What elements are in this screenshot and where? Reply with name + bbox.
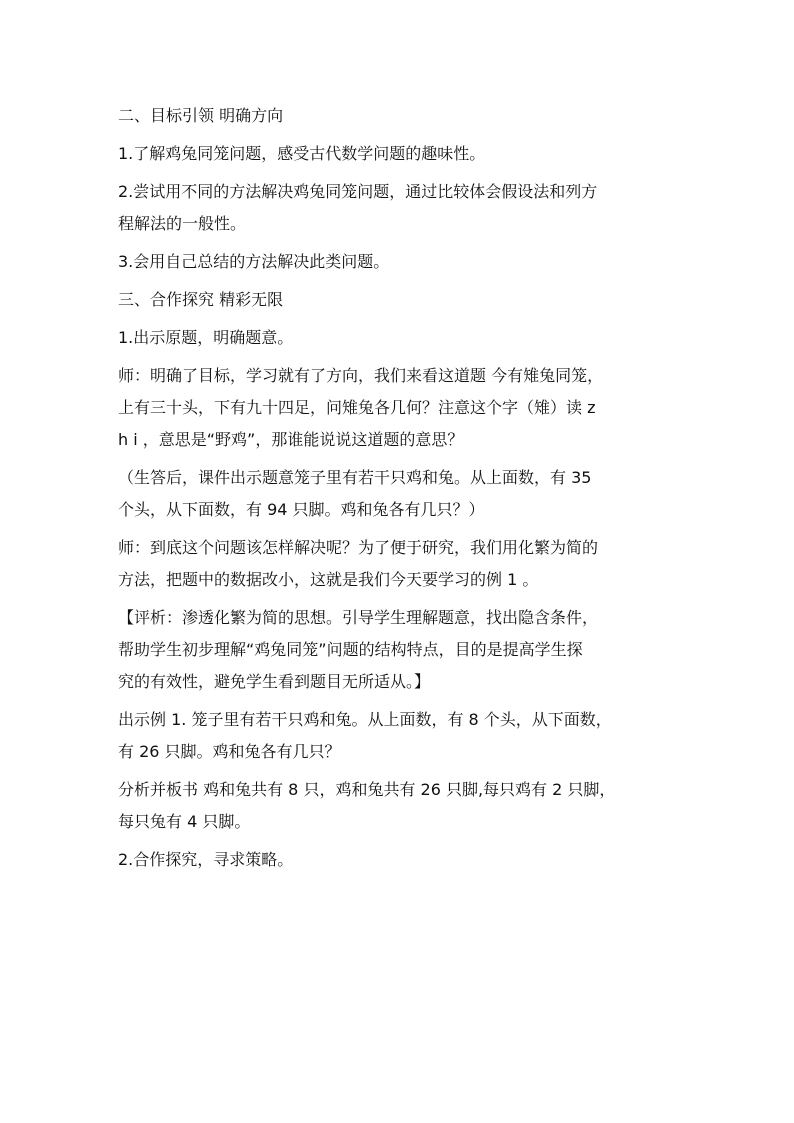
review-comment-paragraph — [118, 602, 678, 698]
teacher-paragraph-2-line-1: 师：到底这个问题该怎样解决呢？为了便于研究，我们用化繁为简的 — [118, 538, 599, 557]
teacher-paragraph-1-line-1: 师：明确了目标，学习就有了方向，我们来看这道题 今有雉兔同笼， — [118, 366, 604, 385]
teacher-paragraph-1-line-2: 上有三十头，下有九十四足，问雉兔各几何？注意这个字（雉）读 z — [118, 398, 596, 417]
goal-item-1: 1.了解鸡兔同笼问题，感受古代数学问题的趣味性。 — [118, 144, 486, 163]
explore-step-1: 1.出示原题，明确题意。 — [118, 328, 294, 347]
example-1-paragraph — [118, 704, 678, 768]
teacher-paragraph-2 — [118, 532, 678, 596]
analysis-line-1: 分析并板书 鸡和兔共有 8 只，鸡和兔共有 26 只脚,每只鸡有 2 只脚， — [118, 780, 616, 799]
review-comment-line-2: 帮助学生初步理解“鸡兔同笼”问题的结构特点，目的是提高学生探 — [118, 640, 583, 659]
example-1-line-2: 有 26 只脚。鸡和兔各有几只？ — [118, 742, 341, 761]
review-comment-line-3: 究的有效性，避免学生看到题目无所适从。】 — [118, 672, 431, 691]
student-answer-line-1: （生答后，课件出示题意笼子里有若干只鸡和兔。从上面数，有 35 — [118, 468, 592, 487]
example-1-line-1: 出示例 1. 笼子里有若干只鸡和兔。从上面数，有 8 个头，从下面数， — [118, 710, 612, 729]
section-heading-explore: 三、合作探究 精彩无限 — [118, 290, 284, 309]
document-page — [118, 100, 678, 882]
goal-item-2-line-2: 程解法的一般性。 — [118, 214, 247, 233]
goal-item-2-line-1: 2.尝试用不同的方法解决鸡兔同笼问题，通过比较体会假设法和列方 — [118, 182, 598, 201]
explore-step-2: 2.合作探究，寻求策略。 — [118, 850, 294, 869]
teacher-paragraph-1-line-3: h i ，意思是“野鸡”，那谁能说说这道题的意思？ — [118, 430, 464, 449]
teacher-paragraph-1 — [118, 360, 678, 456]
student-answer-line-2: 个头，从下面数，有 94 只脚。鸡和兔各有几只？） — [118, 500, 485, 519]
analysis-line-2: 每只兔有 4 只脚。 — [118, 812, 251, 831]
student-answer-paragraph — [118, 462, 678, 526]
goal-item-3: 3.会用自己总结的方法解决此类问题。 — [118, 252, 390, 271]
section-heading-goals: 二、目标引领 明确方向 — [118, 106, 284, 125]
goal-item-2 — [118, 176, 678, 240]
analysis-paragraph — [118, 774, 678, 838]
review-comment-line-1: 【评析：渗透化繁为简的思想。引导学生理解题意，找出隐含条件， — [118, 608, 599, 627]
teacher-paragraph-2-line-2: 方法，把题中的数据改小，这就是我们今天要学习的例 1 。 — [118, 570, 539, 589]
